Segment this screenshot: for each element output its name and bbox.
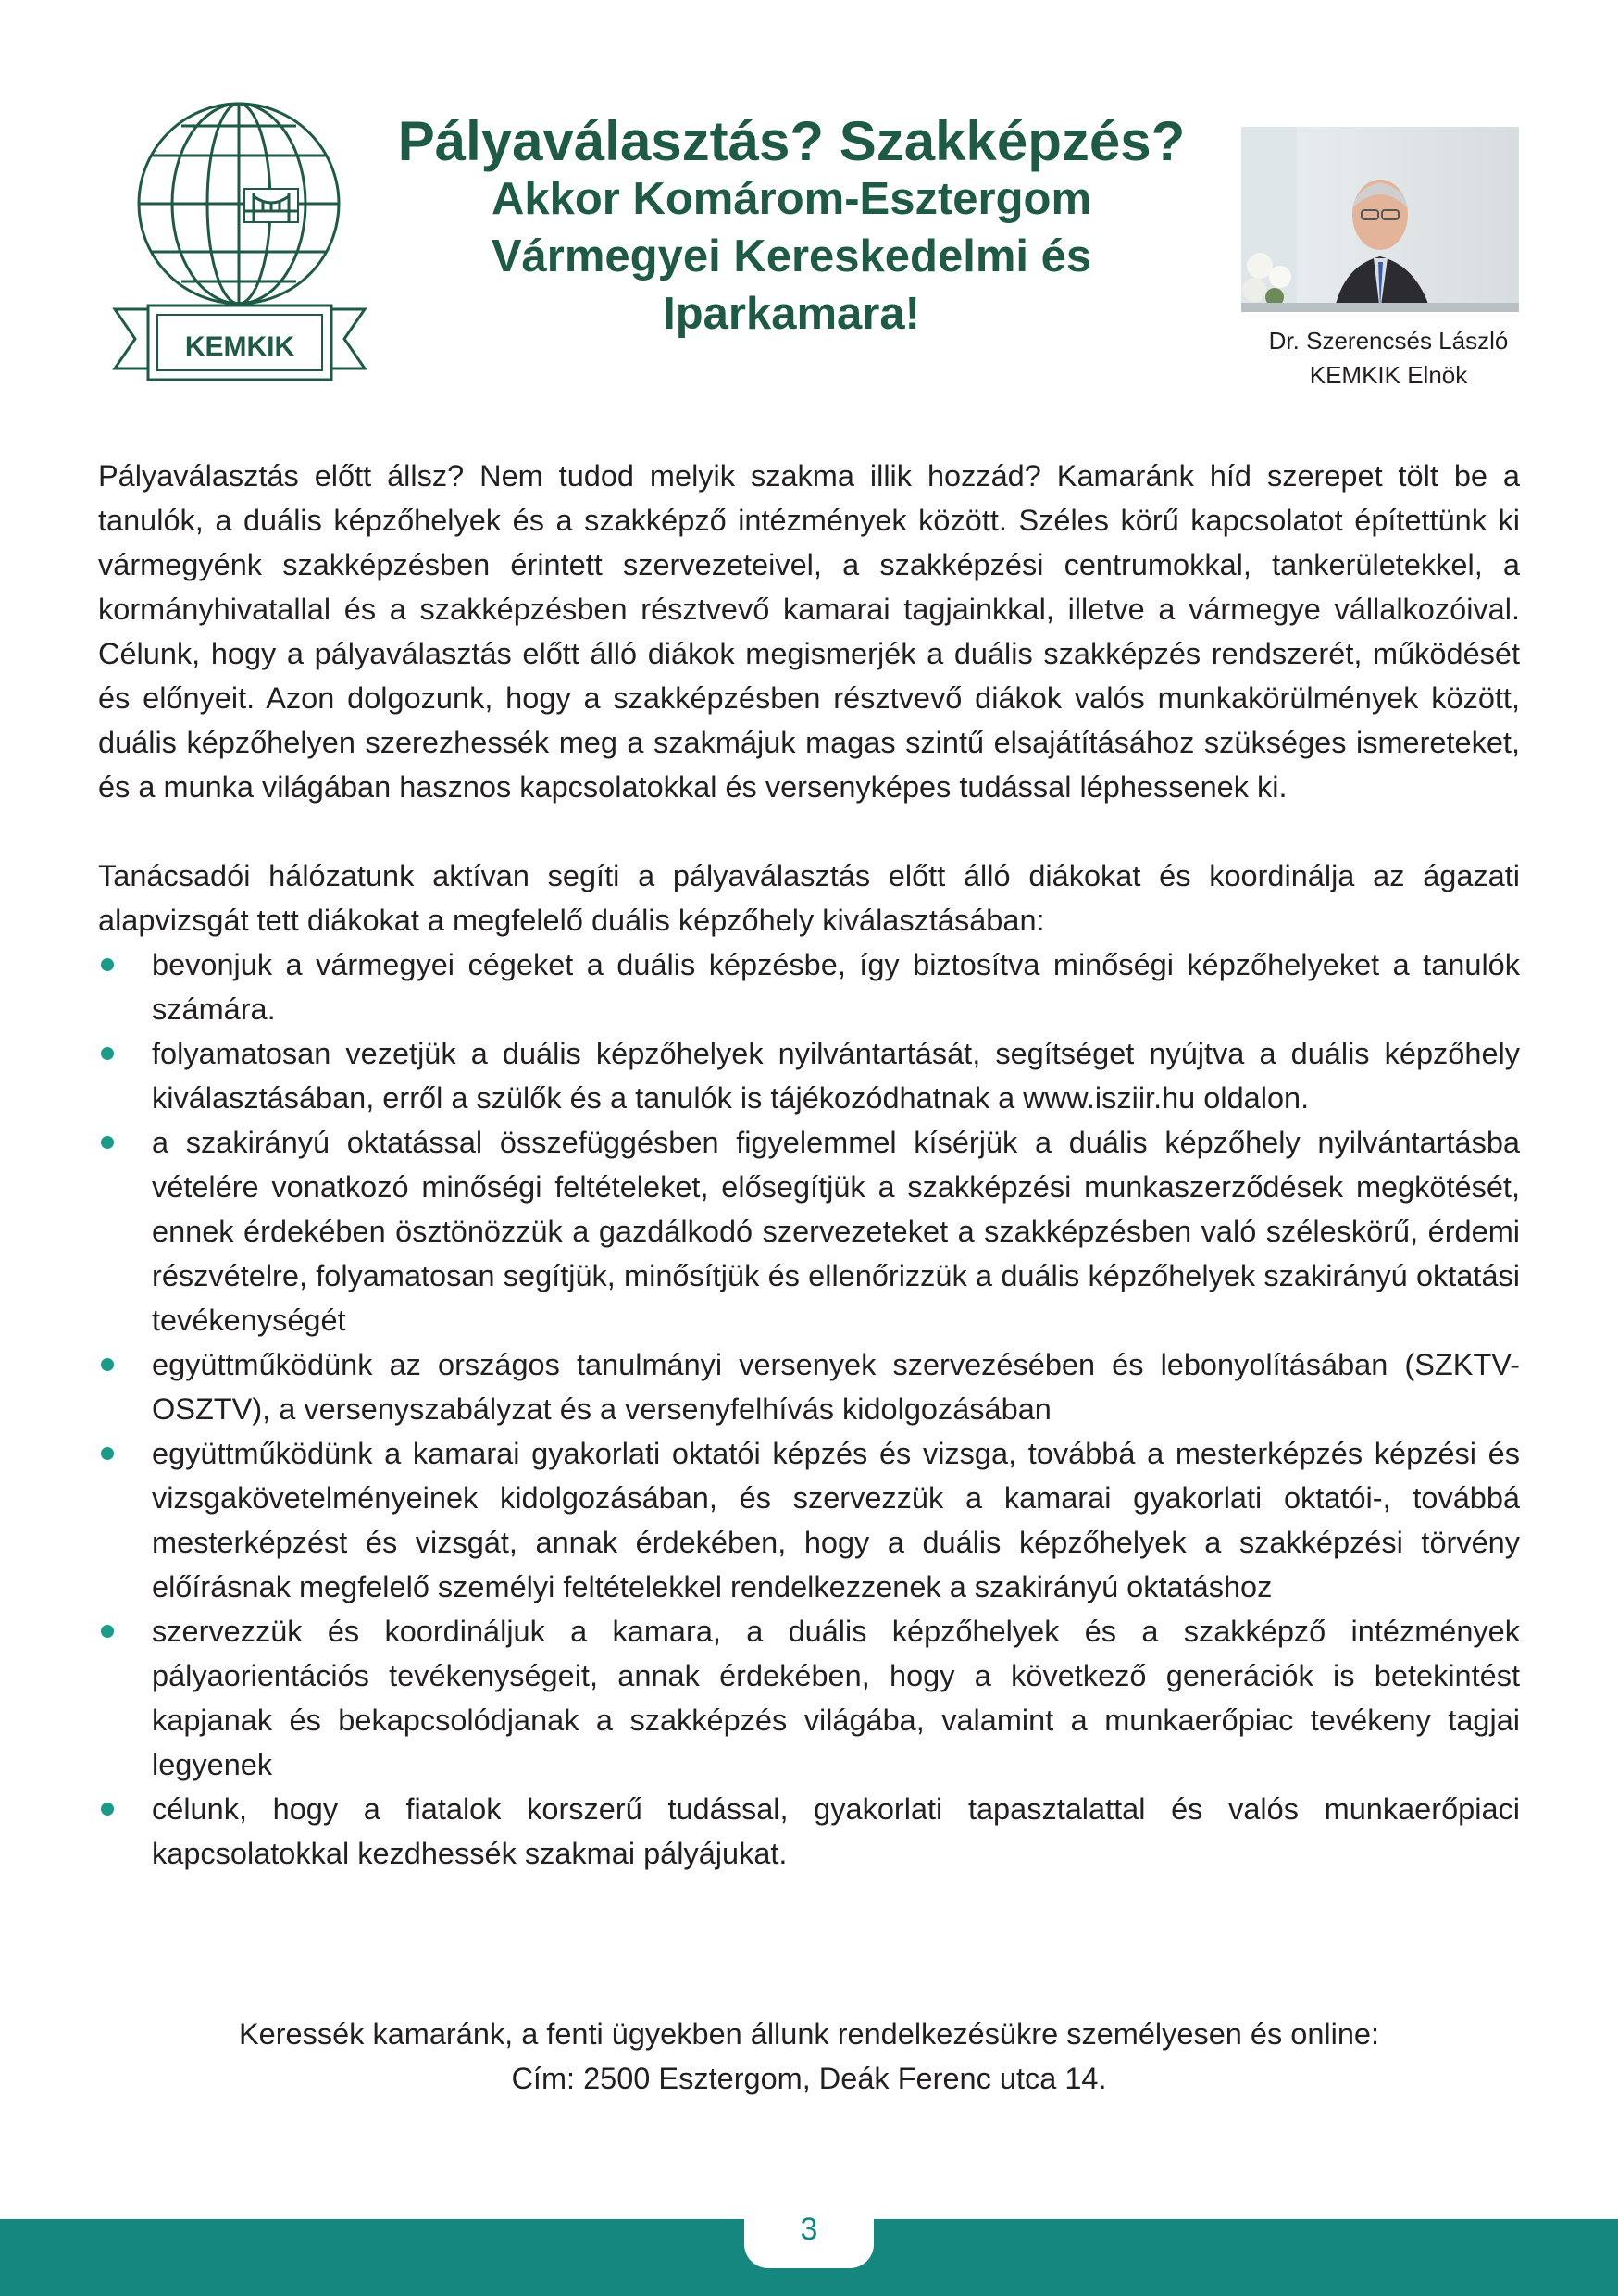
main-content: [98, 454, 1520, 1876]
list-item: [98, 1787, 1520, 1876]
contact-info: [98, 2012, 1520, 2101]
title-line-4: Iparkamara!: [663, 289, 920, 339]
list-item-text: a szakirányú oktatással összefüggésben figyelemmel kísérjük a duális képzőhely nyilvántartásba vételére vonatkozó minőségi feltételeket, elősegítjük a szakképzési munkaszerződések megkötését, ennek érdekében ösztönözzük a gazdálkodó szervezeteket a szakképzésben való széleskörű, érdemi részvételre, folyamatosan segítjük, minősítjük és ellenőrizzük a duális képzőhelyek szakirányú oktatási tevékenységét: [152, 1126, 1520, 1337]
list-item: [98, 942, 1520, 1031]
list-item-text: együttműködünk az országos tanulmányi versenyek szervezésében és lebonyolításában (SZKTV-OSZTV), a versenyszabályzat és a versenyfelhívás kidolgozásában: [152, 1348, 1520, 1426]
logo-text: KEMKIK: [184, 331, 295, 362]
title-line-2: Akkor Komárom-Esztergom: [491, 174, 1092, 224]
list-item: [98, 1431, 1520, 1609]
caption-name: Dr. Szerencsés László: [1268, 327, 1509, 355]
bullet-dot-icon: [101, 1447, 114, 1460]
caption-role: KEMKIK Elnök: [1309, 361, 1468, 389]
bullet-dot-icon: [101, 1358, 114, 1371]
list-item: [98, 1609, 1520, 1787]
bullet-dot-icon: [101, 1625, 114, 1638]
photo-caption: [1203, 324, 1574, 393]
bullet-dot-icon: [101, 1136, 114, 1149]
list-item-text: folyamatosan vezetjük a duális képzőhelyek nyilvántartását, segítséget nyújtva a duális képzőhely kiválasztásában, erről a szülők és a tanulók is tájékozódhatnak a www.isziir.hu oldalon.: [152, 1037, 1520, 1115]
bullet-dot-icon: [101, 958, 114, 971]
list-item-text: célunk, hogy a fiatalok korszerű tudással, gyakorlati tapasztalattal és valós munkaerőpiaci kapcsolatokkal kezdhessék szakmai pályájukat.: [152, 1792, 1520, 1870]
title-line-3: Vármegyei Kereskedelmi és: [491, 231, 1092, 281]
page-number: 3: [800, 2212, 818, 2247]
list-item: [98, 1120, 1520, 1342]
list-item-text: bevonjuk a vármegyei cégeket a duális képzésbe, így biztosítva minőségi képzőhelyeket a tanulók számára.: [152, 948, 1520, 1026]
list-item: [98, 1342, 1520, 1431]
intro-paragraph: Pályaválasztás előtt állsz? Nem tudod melyik szakma illik hozzád? Kamaránk híd szerepet tölt be a tanulók, a duális képzőhelyek és a szakképző intézmények között. Széles körű kapcsolatot építettünk ki vármegyénk szakképzésben érintett szervezeteivel, a szakképzési centrumokkal, tankerületekkel, a kormányhivatallal és a szakképzésben résztvevő kamarai tagjainkkal, illetve a vármegye vállalkozóival. Célunk, hogy a pályaválasztás előtt álló diákok megismerjék a duális szakképzés rendszerét, működését és előnyeit. Azon dolgozunk, hogy a szakképzésben résztvevő diákok valós munkakörülmények között, duális képzőhelyen szerezhessék meg a szakmájuk magas szintű elsajátításához szükséges ismereteket, és a munka világában hasznos kapcsolatokkal és versenyképes tudással léphessenek ki.: [98, 459, 1520, 804]
list-item-text: együttműködünk a kamarai gyakorlati oktatói képzés és vizsga, továbbá a mesterképzés képzési és vizsgakövetelményeinek kidolgozásában, és szervezzük a kamarai gyakorlati oktatói-, továbbá mesterképzést és vizsgát, annak érdekében, hogy a duális képzőhelyek a szakképzési törvény előírásnak megfelelő személyi feltételekkel rendelkezzenek a szakirányú oktatáshoz: [152, 1437, 1520, 1603]
bullet-dot-icon: [101, 1047, 114, 1060]
kemkik-logo: [109, 100, 370, 389]
portrait-photo: [1241, 127, 1519, 312]
network-paragraph: Tanácsadói hálózatunk aktívan segíti a pályaválasztás előtt álló diákokat és koordinálja az ágazati alapvizsgát tett diákokat a megfelelő duális képzőhely kiválasztásában:: [98, 859, 1520, 937]
list-item-text: szervezzük és koordináljuk a kamara, a duális képzőhelyek és a szakképző intézmények pályaorientációs tevékenységeit, annak érdekében, hogy a következő generációk is betekintést kapjanak és bekapcsolódjanak a szakképzés világába, valamint a munkaerőpiac tevékeny tagjai legyenek: [152, 1615, 1520, 1781]
contact-line: Keressék kamaránk, a fenti ügyekben állunk rendelkezésükre személyesen és online:: [238, 2017, 1380, 2051]
title-line-1: Pályaválasztás? Szakképzés?: [397, 110, 1186, 172]
page-title: [370, 110, 1213, 343]
address-line: Cím: 2500 Esztergom, Deák Ferenc utca 14.: [511, 2062, 1107, 2095]
list-item: [98, 1031, 1520, 1120]
bullet-dot-icon: [101, 1803, 114, 1816]
services-list: [98, 942, 1520, 1876]
